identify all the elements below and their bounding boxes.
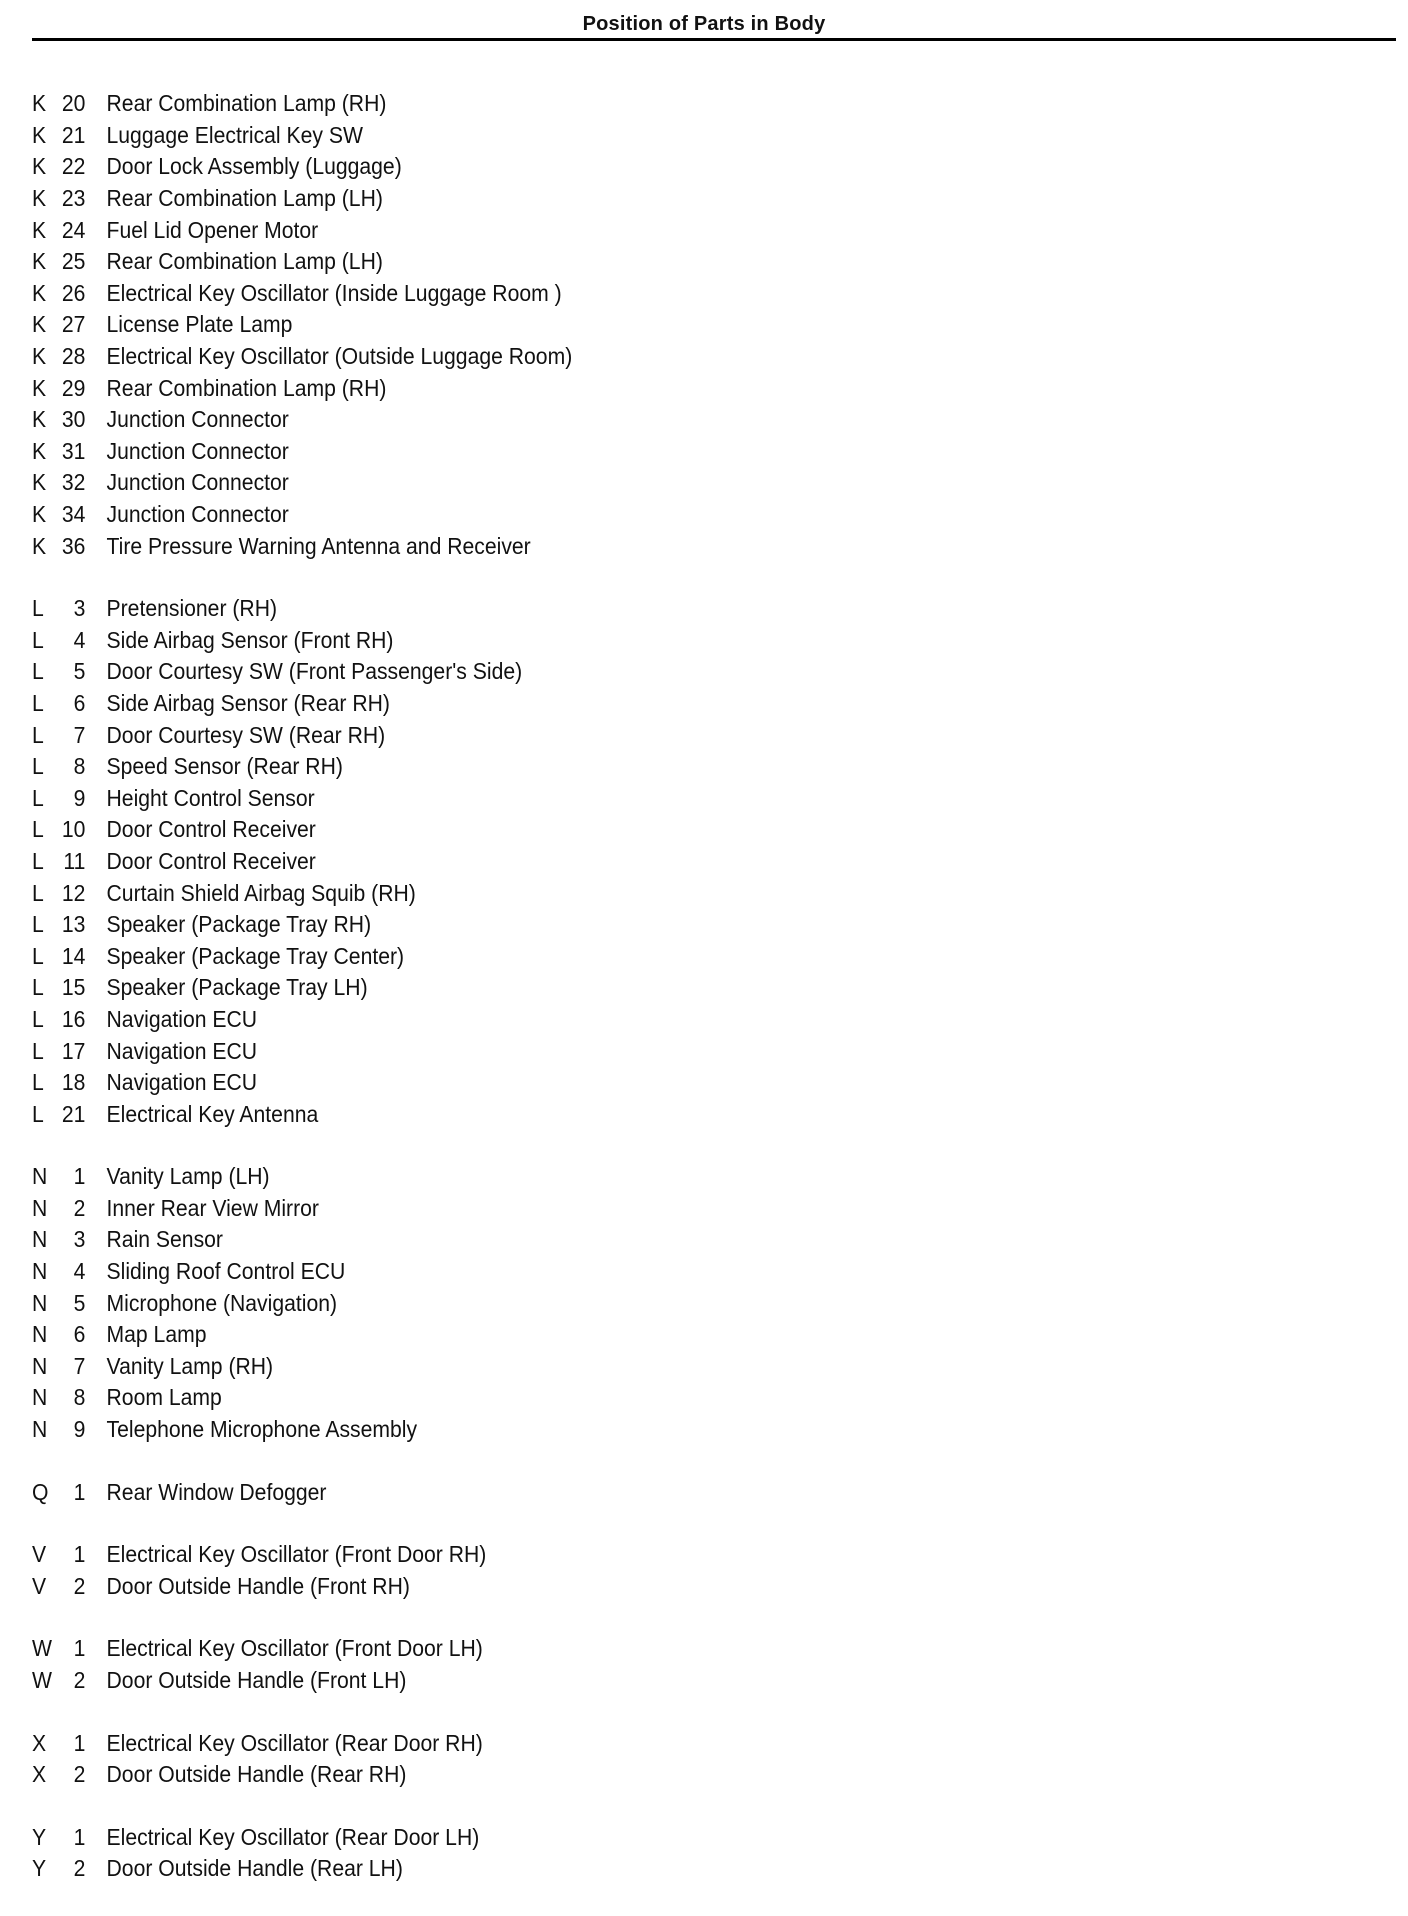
part-row xyxy=(32,499,768,531)
part-row xyxy=(32,1098,768,1130)
part-row xyxy=(32,1414,768,1446)
part-code: L xyxy=(32,626,44,653)
part-code: K xyxy=(32,437,47,464)
part-number: 36 xyxy=(61,532,86,559)
part-code: X xyxy=(32,1761,47,1788)
part-name: Rear Combination Lamp (RH) xyxy=(106,90,387,117)
part-name: Vanity Lamp (RH) xyxy=(106,1352,274,1379)
part-row xyxy=(32,214,768,246)
part-group xyxy=(32,1727,832,1790)
part-row xyxy=(32,1853,768,1885)
part-number: 2 xyxy=(73,1761,86,1788)
part-code: K xyxy=(32,311,47,338)
part-name: Map Lamp xyxy=(106,1321,207,1348)
part-code: N xyxy=(32,1289,48,1316)
part-number: 1 xyxy=(73,1635,86,1662)
part-name: Fuel Lid Opener Motor xyxy=(106,216,319,243)
part-row xyxy=(32,1759,768,1791)
part-row xyxy=(32,1004,768,1036)
parts-list xyxy=(32,88,832,1916)
part-code: K xyxy=(32,279,47,306)
part-code: L xyxy=(32,911,44,938)
part-number: 14 xyxy=(61,942,86,969)
part-code: L xyxy=(32,658,44,685)
part-row xyxy=(32,1822,768,1854)
part-code: W xyxy=(32,1635,52,1662)
part-code: K xyxy=(32,216,47,243)
part-number: 26 xyxy=(61,279,86,306)
part-number: 2 xyxy=(73,1572,86,1599)
part-name: Door Outside Handle (Front LH) xyxy=(106,1667,407,1694)
part-name: Junction Connector xyxy=(106,437,289,464)
part-code: L xyxy=(32,689,44,716)
part-number: 1 xyxy=(73,1823,86,1850)
part-name: Room Lamp xyxy=(106,1384,222,1411)
part-name: Door Outside Handle (Rear LH) xyxy=(106,1855,403,1882)
part-row xyxy=(32,972,768,1004)
part-name: Electrical Key Antenna xyxy=(106,1100,319,1127)
part-number: 3 xyxy=(73,595,86,622)
part-code: N xyxy=(32,1194,48,1221)
part-number: 17 xyxy=(61,1037,86,1064)
part-code: L xyxy=(32,1100,44,1127)
part-number: 8 xyxy=(73,1384,86,1411)
part-name: Vanity Lamp (LH) xyxy=(106,1163,270,1190)
page-title: Position of Parts in Body xyxy=(582,13,826,35)
part-number: 4 xyxy=(73,1258,86,1285)
part-code: V xyxy=(32,1572,47,1599)
part-name: Electrical Key Oscillator (Front Door RH) xyxy=(106,1541,487,1568)
part-row xyxy=(32,372,768,404)
part-row xyxy=(32,1665,768,1697)
part-name: Junction Connector xyxy=(106,469,289,496)
part-number: 4 xyxy=(73,626,86,653)
part-row xyxy=(32,688,768,720)
part-group xyxy=(32,1161,832,1445)
part-row xyxy=(32,404,768,436)
part-name: Door Outside Handle (Rear RH) xyxy=(106,1761,407,1788)
part-number: 25 xyxy=(61,248,86,275)
part-number: 5 xyxy=(73,1289,86,1316)
part-name: Navigation ECU xyxy=(106,1069,258,1096)
part-number: 3 xyxy=(73,1226,86,1253)
part-code: N xyxy=(32,1352,48,1379)
part-row xyxy=(32,1351,768,1383)
part-number: 20 xyxy=(61,90,86,117)
part-row xyxy=(32,1067,768,1099)
part-row xyxy=(32,278,768,310)
part-code: L xyxy=(32,974,44,1001)
part-number: 8 xyxy=(73,753,86,780)
part-code: L xyxy=(32,1037,44,1064)
part-number: 28 xyxy=(61,343,86,370)
part-code: L xyxy=(32,784,44,811)
part-number: 9 xyxy=(73,784,86,811)
part-code: Q xyxy=(32,1478,49,1505)
part-name: Rain Sensor xyxy=(106,1226,223,1253)
part-row xyxy=(32,1193,768,1225)
part-row xyxy=(32,846,768,878)
part-code: L xyxy=(32,942,44,969)
part-name: Electrical Key Oscillator (Inside Luggage Room ) xyxy=(106,279,562,306)
part-row xyxy=(32,909,768,941)
part-row xyxy=(32,1287,768,1319)
part-row xyxy=(32,782,768,814)
part-code: L xyxy=(32,721,44,748)
part-name: License Plate Lamp xyxy=(106,311,293,338)
part-number: 2 xyxy=(73,1667,86,1694)
part-number: 29 xyxy=(61,374,86,401)
part-group xyxy=(32,1633,832,1696)
part-name: Electrical Key Oscillator (Rear Door LH) xyxy=(106,1823,480,1850)
part-name: Rear Combination Lamp (RH) xyxy=(106,374,387,401)
part-number: 7 xyxy=(73,1352,86,1379)
part-code: L xyxy=(32,879,44,906)
part-name: Junction Connector xyxy=(106,406,289,433)
part-number: 22 xyxy=(61,153,86,180)
part-number: 15 xyxy=(61,974,86,1001)
part-number: 11 xyxy=(63,847,86,874)
part-code: K xyxy=(32,469,47,496)
part-code: W xyxy=(32,1667,52,1694)
part-row xyxy=(32,593,768,625)
part-row xyxy=(32,246,768,278)
part-name: Speaker (Package Tray LH) xyxy=(106,974,368,1001)
part-code: L xyxy=(32,847,44,874)
part-row xyxy=(32,751,768,783)
part-row xyxy=(32,120,768,152)
part-name: Side Airbag Sensor (Rear RH) xyxy=(106,689,390,716)
part-number: 5 xyxy=(73,658,86,685)
part-row xyxy=(32,656,768,688)
part-row xyxy=(32,88,768,120)
part-name: Navigation ECU xyxy=(106,1005,258,1032)
part-name: Speaker (Package Tray RH) xyxy=(106,911,372,938)
part-row xyxy=(32,1476,768,1508)
part-code: L xyxy=(32,753,44,780)
header-rule xyxy=(32,38,1396,41)
part-row xyxy=(32,1256,768,1288)
part-name: Door Control Receiver xyxy=(106,847,316,874)
part-number: 9 xyxy=(73,1416,86,1443)
part-code: K xyxy=(32,343,47,370)
part-code: N xyxy=(32,1416,48,1443)
part-code: K xyxy=(32,374,47,401)
part-code: K xyxy=(32,90,47,117)
part-name: Height Control Sensor xyxy=(106,784,315,811)
part-name: Telephone Microphone Assembly xyxy=(106,1416,418,1443)
part-code: L xyxy=(32,816,44,843)
part-code: N xyxy=(32,1226,48,1253)
part-name: Door Courtesy SW (Front Passenger's Side) xyxy=(106,658,523,685)
part-code: Y xyxy=(32,1823,47,1850)
part-code: X xyxy=(32,1729,47,1756)
part-code: L xyxy=(32,1005,44,1032)
part-row xyxy=(32,1224,768,1256)
part-name: Rear Combination Lamp (LH) xyxy=(106,248,383,275)
part-number: 16 xyxy=(61,1005,86,1032)
part-code: L xyxy=(32,1069,44,1096)
part-code: N xyxy=(32,1321,48,1348)
part-name: Sliding Roof Control ECU xyxy=(106,1258,346,1285)
part-number: 6 xyxy=(73,689,86,716)
part-number: 30 xyxy=(61,406,86,433)
part-row xyxy=(32,309,768,341)
part-number: 6 xyxy=(73,1321,86,1348)
part-row xyxy=(32,530,768,562)
part-row xyxy=(32,625,768,657)
part-name: Tire Pressure Warning Antenna and Receiver xyxy=(106,532,531,559)
part-code: K xyxy=(32,248,47,275)
part-number: 2 xyxy=(73,1194,86,1221)
part-name: Door Control Receiver xyxy=(106,816,316,843)
part-row xyxy=(32,341,768,373)
part-group xyxy=(32,593,832,1130)
part-row xyxy=(32,1727,768,1759)
part-row xyxy=(32,877,768,909)
part-name: Rear Window Defogger xyxy=(106,1478,327,1505)
part-number: 7 xyxy=(73,721,86,748)
part-row xyxy=(32,1633,768,1665)
part-name: Rear Combination Lamp (LH) xyxy=(106,185,383,212)
part-name: Door Lock Assembly (Luggage) xyxy=(106,153,402,180)
part-name: Inner Rear View Mirror xyxy=(106,1194,319,1221)
part-row xyxy=(32,1571,768,1603)
part-code: K xyxy=(32,185,47,212)
part-name: Electrical Key Oscillator (Outside Luggage Room) xyxy=(106,343,573,370)
part-name: Side Airbag Sensor (Front RH) xyxy=(106,626,394,653)
part-row xyxy=(32,436,768,468)
part-group xyxy=(32,1822,832,1885)
part-number: 1 xyxy=(73,1163,86,1190)
part-number: 2 xyxy=(73,1855,86,1882)
part-name: Electrical Key Oscillator (Front Door LH) xyxy=(106,1635,483,1662)
part-code: V xyxy=(32,1541,47,1568)
part-name: Luggage Electrical Key SW xyxy=(106,121,363,148)
part-name: Junction Connector xyxy=(106,501,289,528)
part-name: Navigation ECU xyxy=(106,1037,258,1064)
part-number: 10 xyxy=(61,816,86,843)
part-code: N xyxy=(32,1258,48,1285)
part-number: 34 xyxy=(61,501,86,528)
part-row xyxy=(32,1161,768,1193)
part-number: 12 xyxy=(61,879,86,906)
part-row xyxy=(32,1539,768,1571)
part-row xyxy=(32,1382,768,1414)
part-row xyxy=(32,814,768,846)
part-number: 1 xyxy=(73,1729,86,1756)
part-number: 1 xyxy=(73,1541,86,1568)
part-number: 1 xyxy=(73,1478,86,1505)
part-number: 23 xyxy=(61,185,86,212)
part-row xyxy=(32,183,768,215)
part-number: 27 xyxy=(61,311,86,338)
part-name: Speed Sensor (Rear RH) xyxy=(106,753,343,780)
part-code: K xyxy=(32,406,47,433)
part-name: Electrical Key Oscillator (Rear Door RH) xyxy=(106,1729,483,1756)
part-code: K xyxy=(32,532,47,559)
part-row xyxy=(32,151,768,183)
part-group xyxy=(32,88,832,562)
part-name: Door Courtesy SW (Rear RH) xyxy=(106,721,386,748)
part-code: L xyxy=(32,595,44,622)
part-code: K xyxy=(32,121,47,148)
part-number: 24 xyxy=(61,216,86,243)
part-code: N xyxy=(32,1163,48,1190)
part-name: Pretensioner (RH) xyxy=(106,595,278,622)
part-number: 21 xyxy=(61,1100,86,1127)
part-group xyxy=(32,1476,832,1508)
part-row xyxy=(32,719,768,751)
part-row xyxy=(32,467,768,499)
page-header xyxy=(0,10,1408,42)
part-name: Curtain Shield Airbag Squib (RH) xyxy=(106,879,416,906)
part-number: 21 xyxy=(61,121,86,148)
part-number: 31 xyxy=(61,437,86,464)
part-number: 13 xyxy=(61,911,86,938)
part-number: 32 xyxy=(61,469,86,496)
part-name: Microphone (Navigation) xyxy=(106,1289,338,1316)
part-number: 18 xyxy=(61,1069,86,1096)
part-row xyxy=(32,940,768,972)
part-name: Door Outside Handle (Front RH) xyxy=(106,1572,410,1599)
part-name: Speaker (Package Tray Center) xyxy=(106,942,405,969)
part-row xyxy=(32,1319,768,1351)
part-code: K xyxy=(32,153,47,180)
part-code: N xyxy=(32,1384,48,1411)
part-group xyxy=(32,1539,832,1602)
part-code: K xyxy=(32,501,47,528)
part-code: Y xyxy=(32,1855,47,1882)
part-row xyxy=(32,1035,768,1067)
